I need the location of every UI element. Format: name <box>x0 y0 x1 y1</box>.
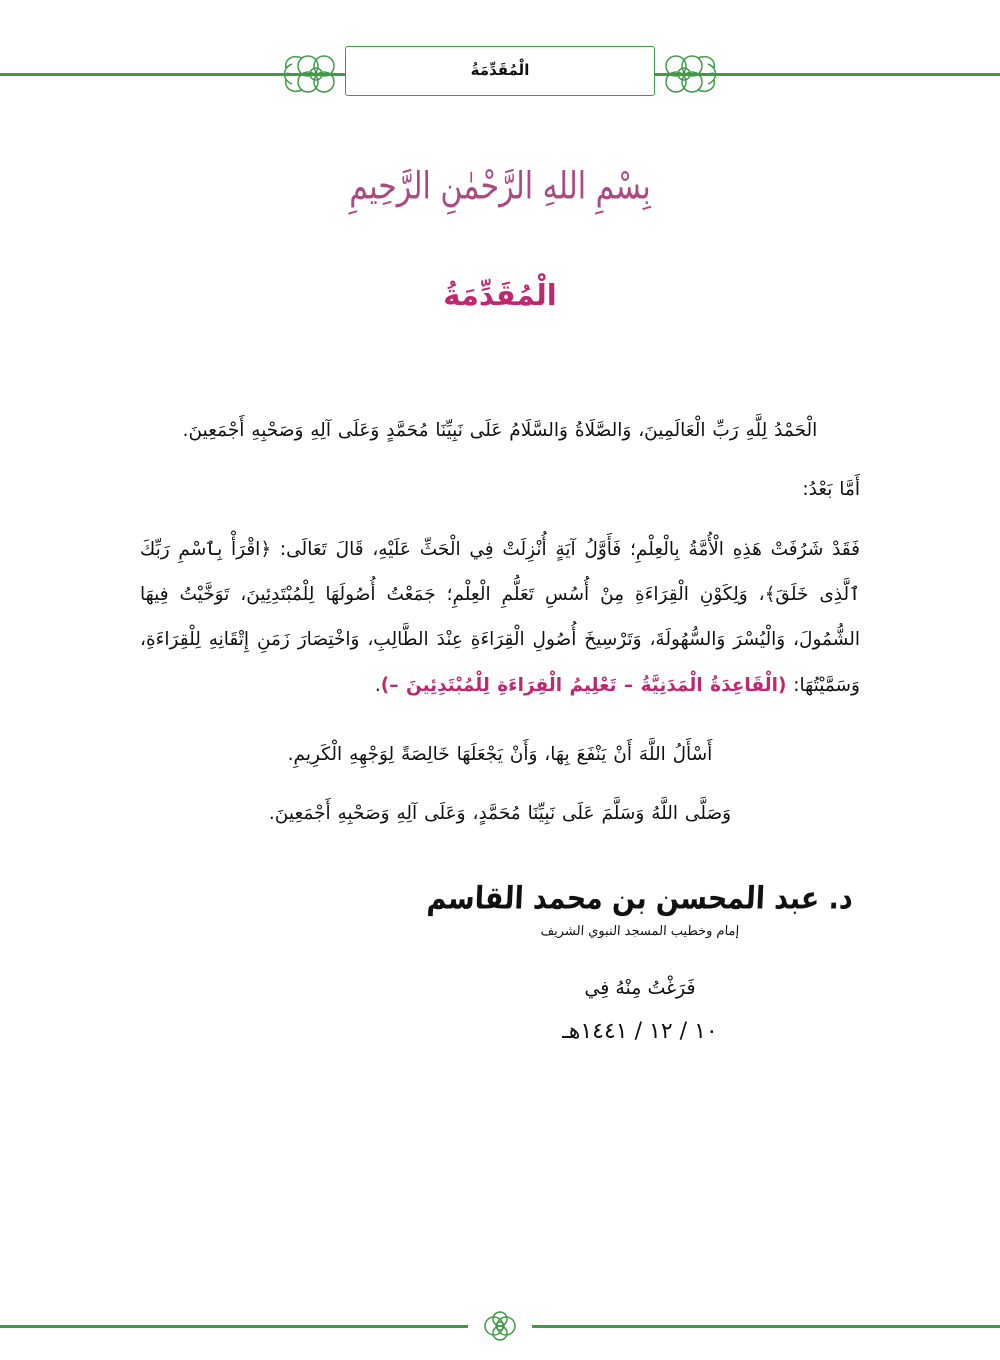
basmala-calligraphy: بِسْمِ اللهِ الرَّحْمٰنِ الرَّحِيمِ <box>349 164 651 208</box>
page-footer <box>0 1306 1000 1346</box>
author-signature-role: إمام وخطيب المسجد النبوي الشريف <box>540 923 740 939</box>
author-signature-name: د. عبد المحسن بن محمد القاسم <box>426 880 854 916</box>
section-title: الْمُقَدِّمَةُ <box>443 278 557 312</box>
footer-ornament-icon <box>468 1306 532 1346</box>
paragraph-main-body-text: فَقَدْ شَرُفَتْ هَذِهِ الْأُمَّةُ بِالْعِلْمِ؛ فَأَوَّلُ آيَةٍ أُنْزِلَتْ فِي الْحَثِّ عَلَيْهِ، قَالَ تَعَالَى: ﴿اقْرَأْ بِٱسْمِ رَبِّكَ ٱلَّذِى خَلَقَ﴾، وَلِكَوْنِ الْقِرَاءَةِ مِنْ أُسُسِ تَعَلُّمِ الْعِلْمِ؛ جَمَعْتُ أُصُولَهَا لِلْمُبْتَدِئِينَ، تَوَخَّيْتُ فِيهَا الشُّمُولَ، وَالْيُسْرَ وَالسُّهُولَةَ، وَتَرْسِيخَ أُصُولِ الْقِرَاءَةِ عِنْدَ الطَّالِبِ، وَاخْتِصَارَ زَمَنِ إِتْقَانِهِ لِلْقِرَاءَةِ، وَسَمَّيْتُهَا: <box>140 538 860 696</box>
page-title: الْمُقَدِّمَةُ <box>470 60 530 79</box>
completion-date-label: فَرَغْتُ مِنْهُ فِي <box>584 976 696 999</box>
paragraph-hamdalah: الْحَمْدُ لِلَّهِ رَبِّ الْعَالَمِينَ، وَالصَّلَاةُ وَالسَّلَامُ عَلَى نَبِيِّنَا مُحَمَّدٍ وَعَلَى آلِهِ وَصَحْبِهِ أَجْمَعِينَ. <box>182 420 818 441</box>
basmala-block <box>140 150 860 222</box>
page-content <box>140 150 860 1044</box>
paragraph-dua: أَسْأَلُ اللَّهَ أَنْ يَنْفَعَ بِهَا، وَأَنْ يَجْعَلَهَا خَالِصَةً لِوَجْهِهِ الْكَرِيمِ. <box>287 743 713 765</box>
page-header <box>0 46 1000 102</box>
header-ornament-right-icon <box>648 48 722 100</box>
completion-date-block <box>280 973 1000 1044</box>
paragraph-amma-baad: أَمَّا بَعْدُ: <box>802 479 860 501</box>
paragraph-main-body <box>140 527 860 708</box>
section-title-block <box>140 280 860 334</box>
header-title-cartouche <box>345 46 655 96</box>
header-ornament-left-icon <box>278 48 352 100</box>
signature-block <box>140 880 860 939</box>
body-text-block <box>140 408 860 837</box>
completion-date-value: ١٠ / ١٢ / ١٤٤١هـ <box>562 1018 718 1044</box>
paragraph-main-body-tail: . <box>374 674 381 696</box>
book-title-highlight: (الْقَاعِدَةُ الْمَدَنِيَّةُ – تَعْلِيمُ الْقِرَاءَةِ لِلْمُبْتَدِئِينَ –) <box>380 674 787 696</box>
paragraph-salawat: وَصَلَّى اللَّهُ وَسَلَّمَ عَلَى نَبِيِّنَا مُحَمَّدٍ، وَعَلَى آلِهِ وَصَحْبِهِ أَجْمَعِينَ. <box>268 803 732 825</box>
